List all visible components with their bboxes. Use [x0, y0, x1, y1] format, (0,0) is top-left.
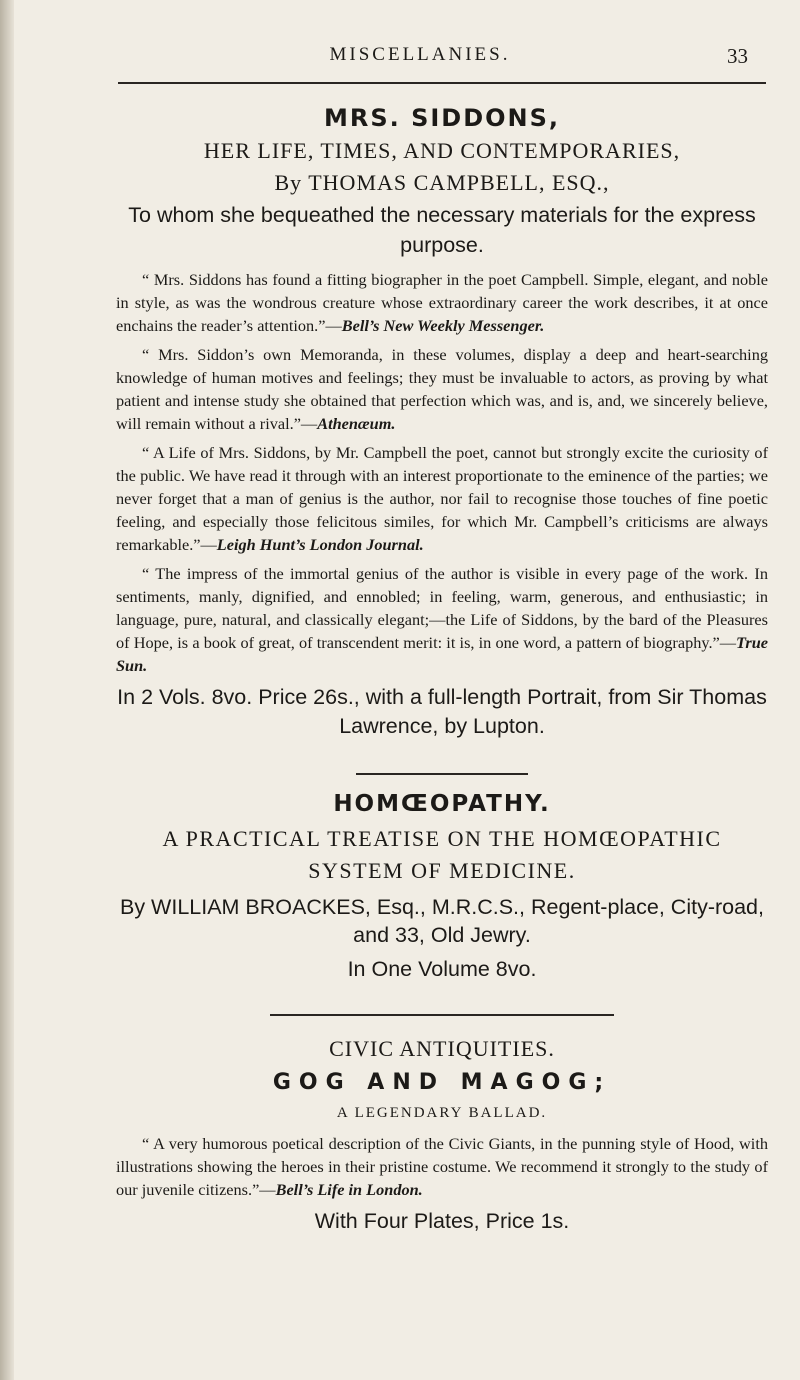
page-binding-edge — [0, 0, 14, 1380]
review-quote — [116, 268, 768, 337]
review-source: Athenæum. — [317, 414, 396, 433]
review-source: Bell’s Life in London. — [275, 1180, 423, 1199]
header-rule — [118, 82, 766, 84]
civic-title: CIVIC ANTIQUITIES. — [329, 1036, 555, 1061]
civic-subtitle: GOG AND MAGOG; — [272, 1070, 612, 1095]
page-number: 33 — [727, 44, 748, 68]
civic-tagline: A LEGENDARY BALLAD. — [336, 1105, 548, 1121]
siddons-subtitle: HER LIFE, TIMES, AND CONTEMPORARIES, — [203, 138, 681, 163]
homoeopathy-volume: In One Volume 8vo. — [347, 957, 537, 981]
review-text: “ A Life of Mrs. Siddons, by Mr. Campbell the poet, cannot but strongly excite the curiosity of the public. We have read it through with an interest proportionate to the eminence of the parties; we never forget that a man of genius is the author, nor fail to recognise those touches of fine poetic feeling, and especially those felicitous similes, for which Mr. Campbell’s criticisms are always remarkable.”— — [116, 443, 768, 554]
review-quote — [116, 343, 768, 435]
running-title: MISCELLANIES. — [329, 44, 511, 65]
review-quote — [116, 441, 768, 556]
civic-price: With Four Plates, Price 1s. — [314, 1209, 570, 1233]
section-divider — [356, 773, 528, 775]
homoeopathy-title: HOMŒOPATHY. — [333, 791, 551, 817]
civic-advertisement — [116, 1036, 768, 1236]
review-text: “ Mrs. Siddon’s own Memoranda, in these volumes, display a deep and heart-searching knowledge of human motives and feelings; they must be invaluable to actors, as proving by what patient and intense study she obtained that perfection which was, and is, and, we sincerely believe, will remain without a rival.”— — [116, 345, 768, 433]
siddons-byline: By THOMAS CAMPBELL, ESQ., — [274, 170, 610, 195]
siddons-advertisement — [116, 104, 768, 741]
review-source: True Sun. — [116, 633, 768, 675]
siddons-lead: To whom she bequeathed the necessary materials for the express purpose. — [128, 203, 756, 257]
homoeopathy-subtitle: A PRACTICAL TREATISE ON THE HOMŒOPATHIC SYSTEM OF MEDICINE. — [162, 826, 722, 883]
review-source: Bell’s New Weekly Messenger. — [341, 316, 545, 335]
review-text: “ A very humorous poetical description of the Civic Giants, in the punning style of Hood, with illustrations showing the heroes in their pristine costume. We recommend it strongly to the study of our juvenile citizens.”— — [116, 1134, 768, 1199]
siddons-price: In 2 Vols. 8vo. Price 26s., with a full-length Portrait, from Sir Thomas Lawrence, by Lupton. — [117, 685, 767, 738]
homoeopathy-advertisement — [116, 791, 768, 982]
review-quote — [116, 562, 768, 677]
review-text: “ Mrs. Siddons has found a fitting biographer in the poet Campbell. Simple, elegant, and noble in style, as was the wondrous creature whose extraordinary career the work describes, it at once enchains the reader’s attention.”— — [116, 270, 768, 335]
page-body — [116, 104, 768, 1236]
homoeopathy-byline: By WILLIAM BROACKES, Esq., M.R.C.S., Regent-place, City-road, and 33, Old Jewry. — [119, 895, 764, 947]
review-source: Leigh Hunt’s London Journal. — [216, 535, 424, 554]
siddons-title: MRS. SIDDONS, — [323, 104, 561, 132]
review-text: “ The impress of the immortal genius of the author is visible in every page of the work. In sentiments, manly, dignified, and ennobled; in feeling, warm, generous, and enthusiastic; in language, pure, natural, and classically elegant;—the Life of Siddons, by the bard of the Pleasures of Hope, is a book of great, of transcendent merit: it is, in one word, a pattern of biography.”— — [116, 564, 768, 652]
section-divider — [270, 1014, 614, 1016]
review-quote — [116, 1132, 768, 1201]
